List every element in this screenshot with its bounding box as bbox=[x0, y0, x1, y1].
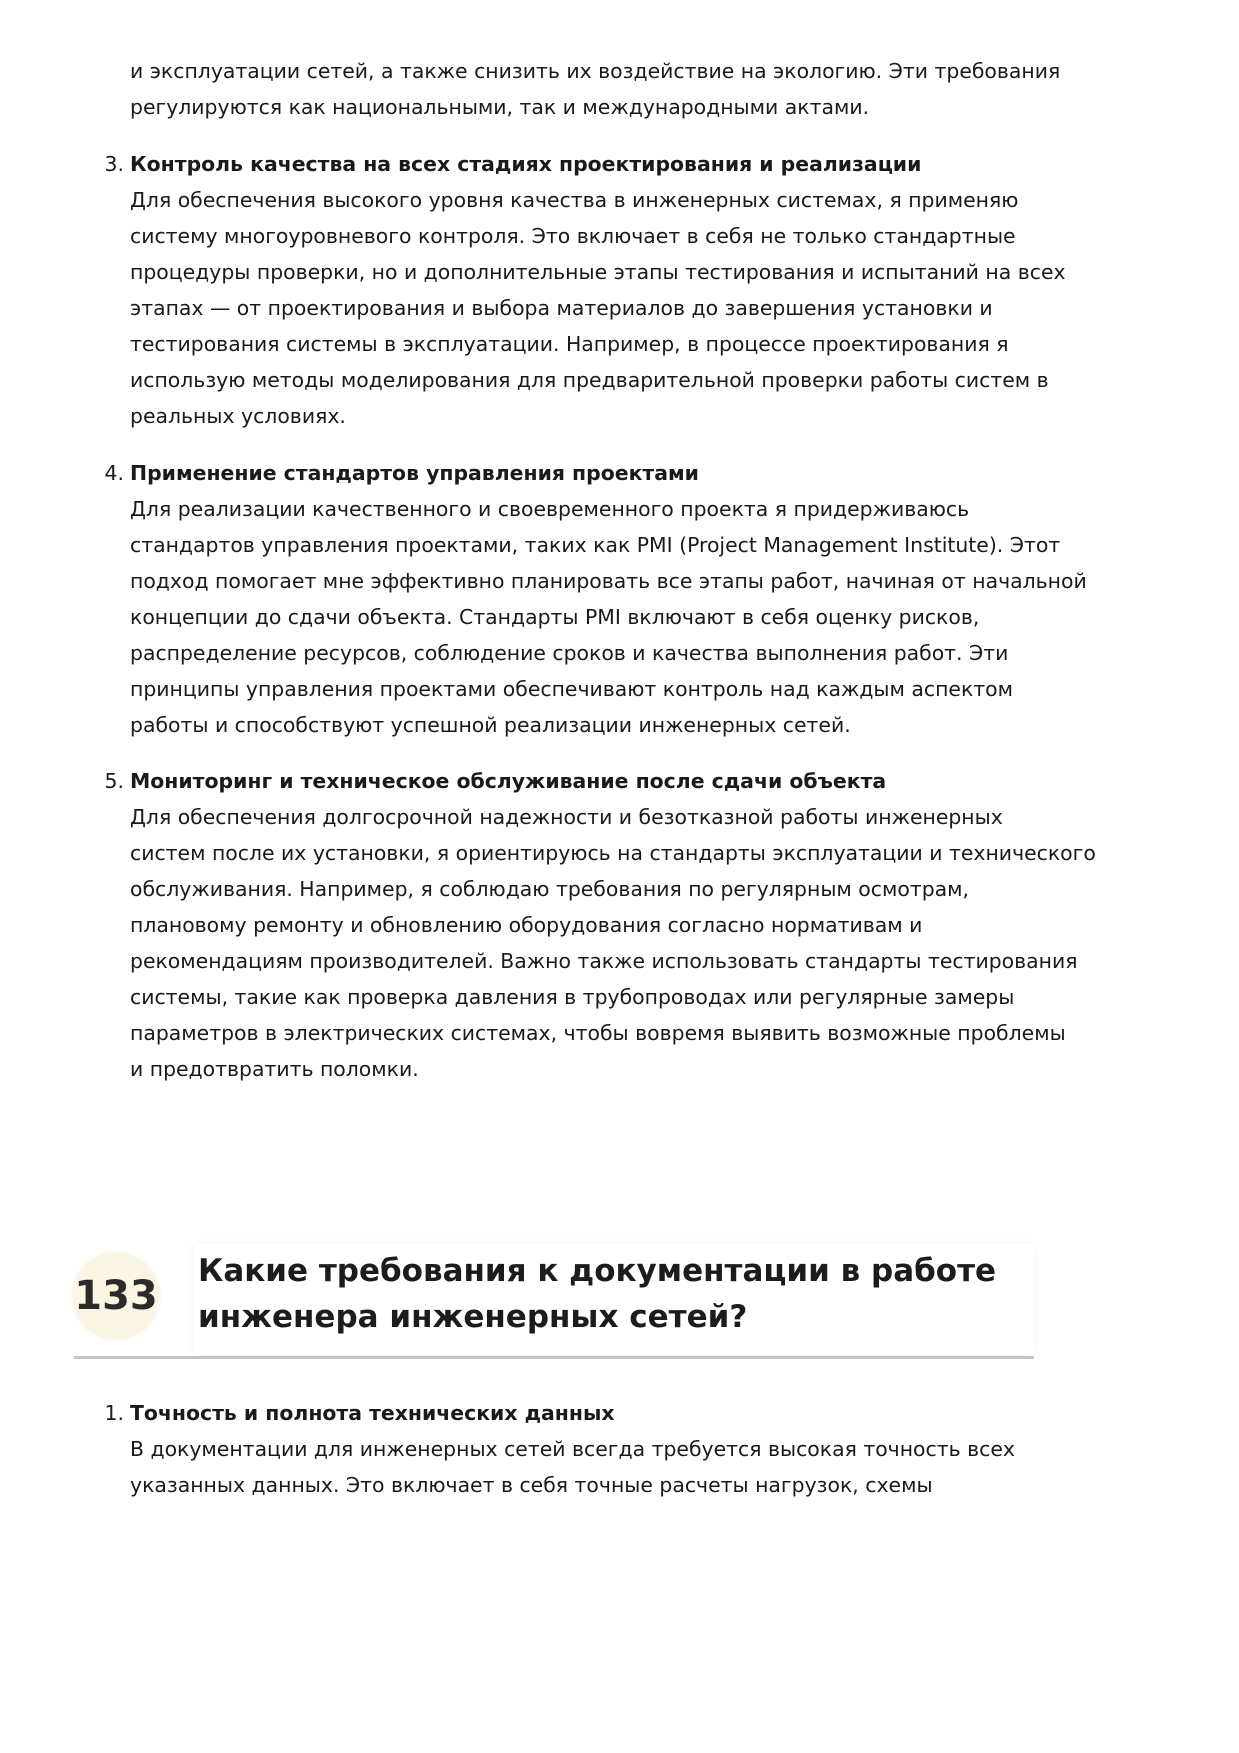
text-line: Для обеспечения долгосрочной надежности и безотказной работы инженерных bbox=[130, 805, 1003, 829]
list-item-title: Точность и полнота технических данных bbox=[130, 1401, 615, 1425]
section-title-line: инженера инженерных сетей? bbox=[198, 1299, 748, 1335]
text-line: и эксплуатации сетей, а также снизить их воздействие на экологию. Эти требования bbox=[130, 59, 1061, 83]
text-line: процедуры проверки, но и дополнительные этапы тестирования и испытаний на всех bbox=[130, 260, 1066, 284]
text-line: Для обеспечения высокого уровня качества в инженерных системах, я применяю bbox=[130, 188, 1019, 212]
text-line: распределение ресурсов, соблюдение сроков и качества выполнения работ. Эти bbox=[130, 641, 1009, 665]
list-item-title: Мониторинг и техническое обслуживание после сдачи объекта bbox=[130, 769, 887, 793]
list-item-number: 4. bbox=[104, 461, 124, 485]
section-divider bbox=[74, 1356, 1034, 1359]
text-line: этапах — от проектирования и выбора материалов до завершения установки и bbox=[130, 296, 993, 320]
text-line: систем после их установки, я ориентируюсь на стандарты эксплуатации и технического bbox=[130, 841, 1096, 865]
text-line: обслуживания. Например, я соблюдаю требования по регулярным осмотрам, bbox=[130, 877, 970, 901]
text-line: использую методы моделирования для предварительной проверки работы систем в bbox=[130, 368, 1049, 392]
list-item-body bbox=[130, 799, 1096, 1087]
section-title-line: Какие требования к документации в работе bbox=[198, 1253, 997, 1289]
section-title bbox=[198, 1248, 1018, 1340]
text-line: систему многоуровневого контроля. Это включает в себя не только стандартные bbox=[130, 224, 1016, 248]
text-line: стандартов управления проектами, таких как PMI (Project Management Institute). Этот bbox=[130, 533, 1061, 557]
list-item-number: 5. bbox=[104, 769, 124, 793]
text-line: Для реализации качественного и своевременного проекта я придерживаюсь bbox=[130, 497, 970, 521]
text-line: плановому ремонту и обновлению оборудования согласно нормативам и bbox=[130, 913, 923, 937]
section-number-badge: 133 bbox=[74, 1254, 158, 1338]
list-item-body bbox=[130, 182, 1066, 434]
section-header bbox=[74, 1240, 1034, 1358]
text-line: системы, такие как проверка давления в трубопроводах или регулярные замеры bbox=[130, 985, 1015, 1009]
text-line: рекомендациям производителей. Важно также использовать стандарты тестирования bbox=[130, 949, 1078, 973]
intro-paragraph bbox=[130, 53, 1061, 125]
text-line: концепции до сдачи объекта. Стандарты PMI включают в себя оценку рисков, bbox=[130, 605, 980, 629]
text-line: регулируются как национальными, так и международными актами. bbox=[130, 95, 870, 119]
text-line: работы и способствуют успешной реализации инженерных сетей. bbox=[130, 713, 851, 737]
list-item-title: Контроль качества на всех стадиях проектирования и реализации bbox=[130, 152, 922, 176]
list-item-body bbox=[130, 491, 1087, 743]
list-item-number: 1. bbox=[104, 1401, 124, 1425]
text-line: подход помогает мне эффективно планировать все этапы работ, начиная от начальной bbox=[130, 569, 1087, 593]
text-line: принципы управления проектами обеспечивают контроль над каждым аспектом bbox=[130, 677, 1014, 701]
text-line: тестирования системы в эксплуатации. Например, в процессе проектирования я bbox=[130, 332, 1009, 356]
list-item-number: 3. bbox=[104, 152, 124, 176]
text-line: и предотвратить поломки. bbox=[130, 1057, 419, 1081]
text-line: параметров в электрических системах, чтобы вовремя выявить возможные проблемы bbox=[130, 1021, 1066, 1045]
text-line: реальных условиях. bbox=[130, 404, 346, 428]
list-item-body bbox=[130, 1431, 1050, 1503]
list-item-title: Применение стандартов управления проектами bbox=[130, 461, 699, 485]
text-line: В документации для инженерных сетей всегда требуется высокая точность всех bbox=[130, 1437, 1015, 1461]
text-line: указанных данных. Это включает в себя точные расчеты нагрузок, схемы bbox=[130, 1473, 933, 1497]
